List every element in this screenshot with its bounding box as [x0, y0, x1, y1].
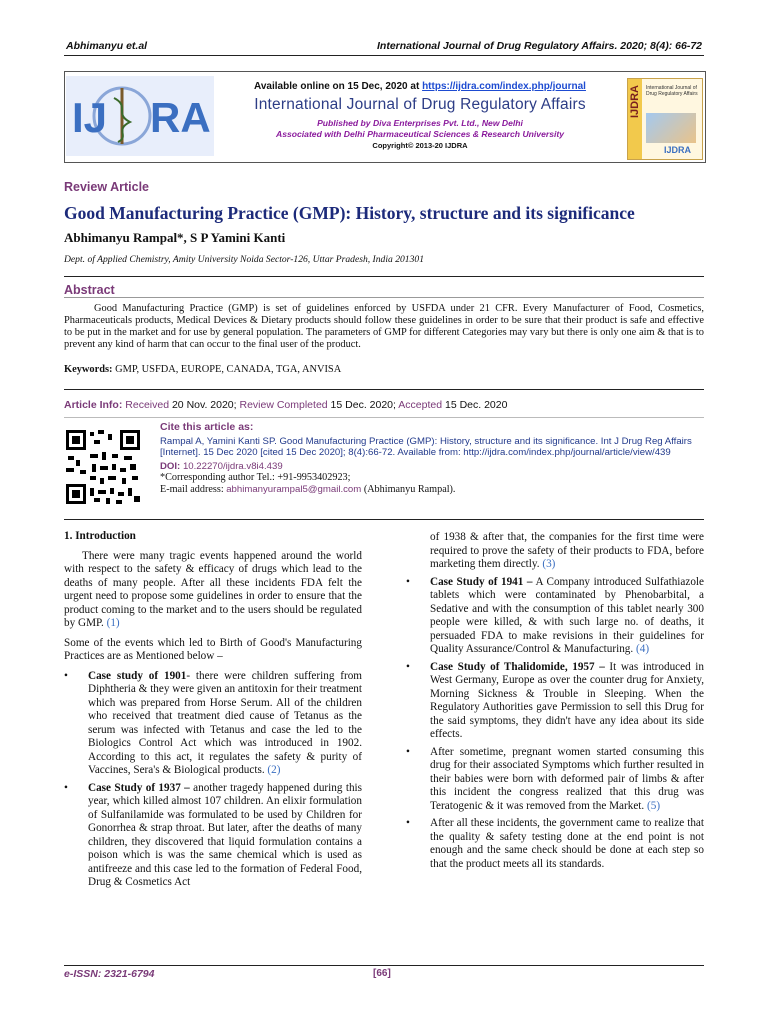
body-top-rule	[64, 519, 704, 520]
received-label: Received	[125, 399, 170, 411]
article-info	[64, 399, 507, 411]
abstract-heading: Abstract	[64, 283, 115, 297]
intro-paragraph-1-text: There were many tragic events happened around the world with respect to the safety & efficacy of drugs which lead to the deaths of many people. After all these incidents FDA felt the urgent need to propose some guidelines in order to ensure that the product coming to the market and to the users should be regulated by GMP.	[64, 549, 362, 629]
abstract-top-rule	[64, 276, 704, 277]
email-line	[160, 484, 704, 496]
cover-title: International Journal of Drug Regulatory Affairs	[646, 85, 698, 97]
article-authors: Abhimanyu Rampal*, S P Yamini Kanti	[64, 230, 286, 245]
bullet: •	[406, 660, 410, 673]
right-continuation	[406, 531, 704, 572]
case-title: Case Study of Thalidomide, 1957 –	[430, 660, 605, 673]
cover-logo: IJDRA	[664, 145, 692, 155]
email-label: E-mail address:	[160, 483, 224, 495]
corresponding-author: *Corresponding author Tel.: +91-9953402923;	[160, 472, 351, 484]
journal-title: International Journal of Drug Regulatory Affairs	[254, 96, 586, 113]
review-label: Review Completed	[239, 399, 328, 411]
abstract-bottom-rule	[64, 389, 704, 390]
email-link[interactable]: abhimanyurampal5@gmail.com	[226, 483, 362, 495]
case-text: A Company introduced Sulfathiazole tablets which were contaminated by Phenobarbital, a Sedative and with the consumption of this tablet nearly 300 people were killed, & with such large no. of deaths, it persuaded FDA to make revisions in their guidelines for Quality Assurance/Control & Manufacturing.	[430, 575, 705, 655]
header-rule	[64, 55, 704, 56]
received-date: 20 Nov. 2020;	[171, 399, 237, 411]
available-prefix: Available online on 15 Dec, 2020 at	[254, 81, 423, 92]
cover-spine-text: IJDRA	[629, 85, 641, 119]
footer-rule	[64, 965, 704, 966]
keywords	[64, 364, 341, 375]
citation-text: Rampal A, Yamini Kanti SP. Good Manufacturing Practice (GMP): History, structure and its significance. Int J Drug Reg Affairs [Internet]. 15 Dec 2020 [cited 15 Dec 2020]; 8(4):66-72. Available from: http://ijdra.com/index.php/journal/article/view/439	[160, 436, 692, 459]
case-list-item	[406, 817, 704, 871]
article-info-rule	[64, 417, 704, 418]
qr-code-graphic	[66, 430, 140, 504]
case-text: - there were children suffering from Diphtheria & they were given an antitoxin for their treatment which was prepared from Horse Serum. All of the children who received that treatment died cause of Tetanus as the serum was infected with Tetanus and case the led to the Biologics Control Act which was introduced in 1902. According to this act, it regulates the safety & purity of Vaccines, Sera's & Biological products.	[88, 669, 363, 776]
bullet: •	[64, 669, 68, 682]
qr-code[interactable]	[66, 430, 140, 504]
review-date: 15 Dec. 2020;	[330, 399, 396, 411]
left-column	[64, 530, 362, 894]
case-list-item	[64, 670, 362, 778]
bullet: •	[406, 575, 410, 588]
case-title: Case Study of 1937 –	[88, 781, 190, 794]
associated-with: Associated with Delhi Pharmaceutical Sciences & Research University	[275, 129, 564, 139]
right-continuation-text: of 1938 & after that, the companies for the first time were required to prove the safety of their products to FDA, before marketing them directly.	[430, 531, 704, 570]
svg-text:RA: RA	[150, 94, 211, 141]
footer-issn: e-ISSN: 2321-6794	[64, 968, 155, 980]
abstract-heading-rule	[64, 297, 704, 298]
doi-line	[160, 461, 704, 472]
intro-paragraph-2: Some of the events which led to Birth of Good's Manufacturing Practices are as Mentioned below –	[64, 636, 362, 662]
author-affiliation: Dept. of Applied Chemistry, Amity University Noida Sector-126, Uttar Pradesh, India 201301	[64, 254, 424, 265]
bullet: •	[64, 781, 68, 794]
introduction-heading: 1. Introduction	[64, 530, 136, 542]
case-list-item	[406, 576, 704, 657]
case-text: another tragedy happened during this year, which killed almost 107 children. An elixir formulation of Sulfanilamide was formulated to be used by Children for Gonorrhea & strap throat. But later, after the deaths of many children, they discovered that liquid formulation contains a poison which is was the same chemical which is used as antifreeze and this case led to the formation of Federal Food, Drug & Cosmetics Act	[88, 781, 362, 888]
reference-1-link[interactable]: (1)	[106, 617, 120, 629]
citation-block	[160, 421, 704, 495]
doi-label: DOI:	[160, 461, 181, 473]
running-header-authors: Abhimanyu et.al	[66, 40, 148, 52]
abstract-text: Good Manufacturing Practice (GMP) is set of guidelines enforced by USFDA under 21 CFR. Every Manufacturer of Food, Cosmetics, Pharmaceuticals products, Medical Devices & Dietary products should follow these guidelines in order to be sure that their product is safe and effective to be put in the market and for use by general population. The parameters of GMP for different Categories may vary but there is only one aim & that is to prevent any kind of harm that can occur to the final user of the product.	[64, 303, 704, 350]
accepted-date: 15 Dec. 2020	[444, 399, 508, 411]
banner-text	[218, 72, 622, 150]
cover-illustration	[646, 113, 696, 143]
journal-logo-graphic	[66, 76, 214, 156]
journal-url-link[interactable]: https://ijdra.com/index.php/journal	[422, 81, 586, 92]
reference-link[interactable]: (4)	[636, 643, 650, 655]
case-list-item	[64, 782, 362, 890]
case-title: Case study of 1901	[88, 669, 187, 682]
case-text: It was introduced in West Germany, Europe as over the counter drug for Anxiety, Morning Sickness & Trouble in Sleeping. When the Regulatory Authorities gave Permission to sell this Drug for the said symptoms, they didn't have any idea about its side effects.	[430, 660, 704, 740]
svg-text:IJ: IJ	[72, 94, 108, 141]
copyright: Copyright© 2013-20 IJDRA	[372, 141, 468, 150]
article-title: Good Manufacturing Practice (GMP): History, structure and its significance	[64, 203, 635, 223]
running-header-journal: International Journal of Drug Regulatory Affairs. 2020; 8(4): 66-72	[377, 40, 702, 52]
intro-paragraph-1	[64, 550, 362, 631]
case-title: Case Study of 1941 –	[430, 575, 533, 588]
keywords-list: GMP, USFDA, EUROPE, CANADA, TGA, ANVISA	[115, 364, 342, 375]
doi-link[interactable]: 10.22270/ijdra.v8i4.439	[182, 461, 283, 473]
bullet: •	[406, 817, 410, 829]
reference-link[interactable]: (5)	[647, 799, 661, 812]
accepted-label: Accepted	[398, 399, 443, 411]
published-by: Published by Diva Enterprises Pvt. Ltd., New Delhi	[317, 118, 523, 128]
case-list-item	[406, 746, 704, 814]
available-online	[218, 81, 622, 92]
case-text: After sometime, pregnant women started consuming this drug for their associated Symptoms which further resulted in their babies were born with deformed pair of limbs & after this incident the congress realized that this drug was Teratogenic & it was removed from the Market.	[430, 745, 704, 812]
keywords-label: Keywords:	[64, 364, 113, 375]
footer-page-number: [66]	[373, 968, 391, 979]
citation-heading: Cite this article as:	[160, 421, 254, 433]
case-text: After all these incidents, the government came to realize that the quality & safety testing done at the end point is not enough and the same check should be done at each step so that the product meets all its standards.	[430, 817, 704, 870]
right-case-list	[406, 576, 704, 872]
left-case-list	[64, 670, 362, 890]
article-type: Review Article	[64, 180, 149, 194]
reference-link[interactable]: (2)	[267, 764, 281, 776]
case-list-item	[406, 661, 704, 742]
reference-3-link[interactable]: (3)	[542, 558, 556, 570]
right-column	[406, 531, 704, 875]
journal-logo	[66, 76, 214, 156]
article-info-label: Article Info:	[64, 399, 123, 411]
email-suffix: (Abhimanyu Rampal).	[363, 483, 456, 495]
cover-spine	[628, 79, 642, 159]
journal-cover-thumbnail	[627, 78, 703, 160]
bullet: •	[406, 745, 410, 758]
